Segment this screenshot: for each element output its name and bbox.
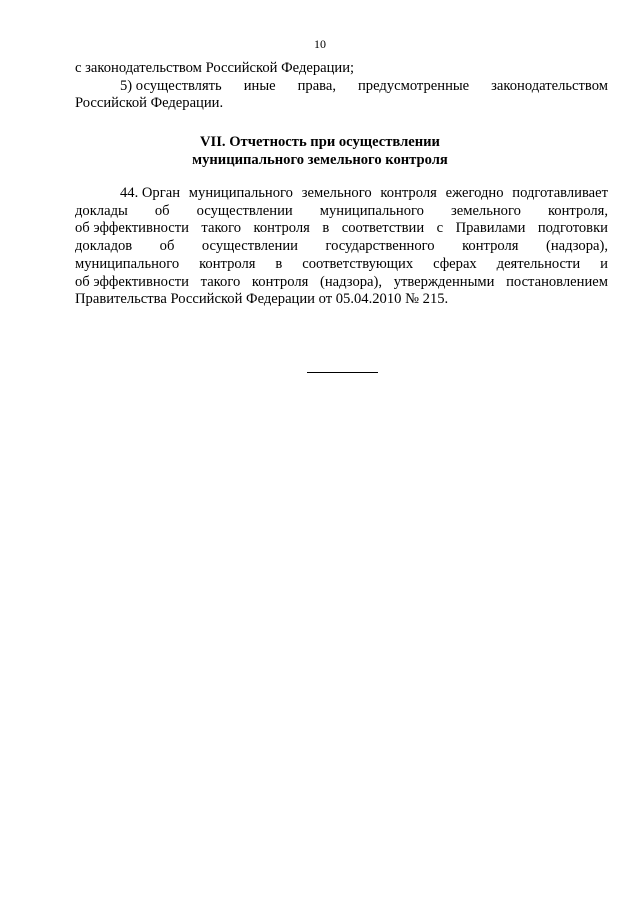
list-item-5	[75, 78, 608, 96]
word: контроля	[462, 238, 519, 255]
word: контроля	[251, 273, 309, 290]
word: земельного	[301, 185, 372, 201]
word: об	[159, 238, 175, 255]
word: деятельности	[496, 255, 581, 272]
word: осуществлении	[196, 202, 293, 219]
word: 5) осуществлять	[120, 77, 222, 94]
word: государственного	[325, 238, 435, 255]
word: контроля,	[547, 202, 608, 219]
page-number: 10	[314, 37, 326, 51]
word: (надзора),	[545, 238, 608, 255]
word: сферах	[433, 255, 477, 272]
section-title-line-1: VII. Отчетность при осуществлении	[200, 134, 440, 150]
paragraph-line	[75, 274, 608, 292]
word: иные	[243, 77, 276, 94]
word: земельного	[450, 202, 521, 219]
list-line-1: с законодательством Российской Федерации;	[75, 60, 355, 76]
paragraph-line	[75, 185, 608, 203]
paragraph-line	[75, 203, 608, 221]
word: (надзора),	[320, 273, 383, 290]
list-continuation	[75, 60, 608, 113]
word: муниципального	[319, 202, 424, 219]
word: муниципального	[188, 185, 293, 201]
word: осуществлении	[201, 238, 298, 255]
list-item-5-end: Российской Федерации.	[75, 95, 224, 112]
word: с	[436, 220, 444, 237]
word: об	[154, 202, 170, 219]
word: постановлением	[506, 273, 608, 290]
word: Правилами	[455, 220, 526, 237]
word: контроля	[199, 255, 256, 272]
word: предусмотренные	[358, 77, 470, 94]
word: 44. Орган	[120, 185, 180, 201]
word: доклады	[75, 202, 128, 219]
paragraph-line	[75, 256, 608, 274]
word: такого	[201, 220, 242, 237]
word: соответствии	[341, 220, 425, 237]
word: права,	[297, 77, 337, 94]
word: в	[275, 255, 283, 272]
word: законодательством	[491, 77, 608, 94]
paragraph-last-line: Правительства Российской Федерации от 05.04.2010 № 215.	[75, 291, 449, 308]
section-title-line-2: муниципального земельного контроля	[192, 152, 448, 168]
word: утвержденными	[393, 273, 495, 290]
word: подготовки	[537, 220, 608, 237]
word: докладов	[75, 238, 133, 255]
word: соответствующих	[302, 255, 414, 272]
word: подготавливает	[512, 185, 608, 201]
word: контроля	[380, 185, 437, 201]
paragraph-line	[75, 220, 608, 238]
word: контроля	[253, 220, 310, 237]
word: об эффективности	[75, 220, 189, 237]
word: об эффективности	[75, 273, 189, 290]
paragraph-44	[75, 185, 608, 309]
word: такого	[200, 273, 241, 290]
word: ежегодно	[445, 185, 504, 201]
end-divider	[307, 372, 378, 373]
section-heading	[0, 133, 640, 169]
word: в	[322, 220, 330, 237]
word: муниципального	[75, 255, 180, 272]
paragraph-line	[75, 238, 608, 256]
word: и	[600, 255, 608, 272]
